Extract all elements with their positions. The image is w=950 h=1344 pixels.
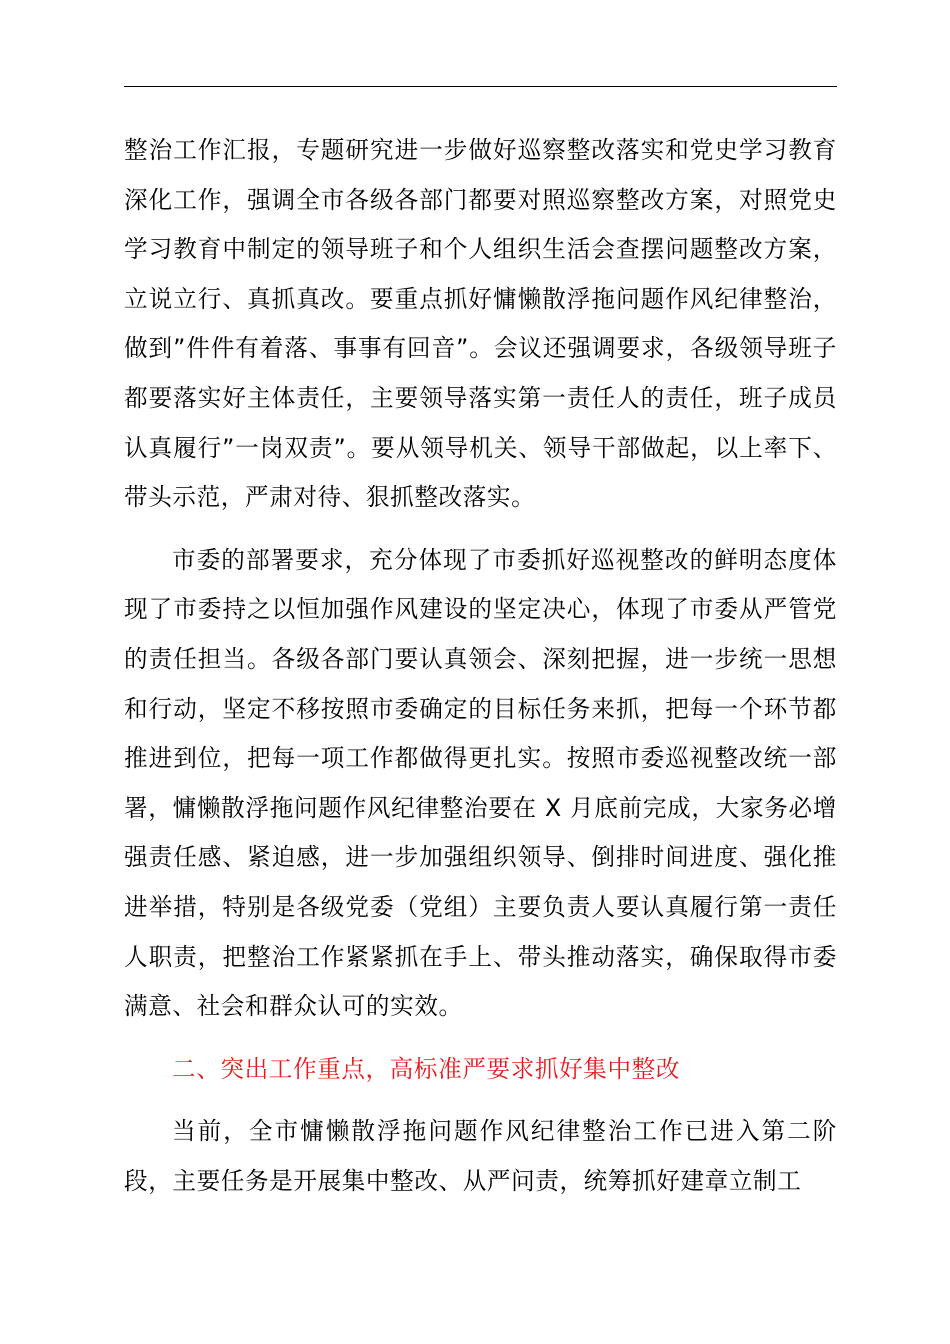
- paragraph-current-stage: 当前，全市慵懒散浮拖问题作风纪律整治工作已进入第二阶段，主要任务是开展集中整改、从严问责，统筹抓好建章立制工: [124, 1117, 837, 1195]
- document-body: [124, 126, 837, 1206]
- paragraph-continuation: 整治工作汇报，专题研究进一步做好巡察整改落实和党史学习教育深化工作，强调全市各级各部门都要对照巡察整改方案，对照党史学习教育中制定的领导班子和个人组织生活会查摆问题整改方案，立说立行、真抓真改。要重点抓好慵懒散浮拖问题作风纪律整治，做到”件件有着落、事事有回音”。会议还强调要求，各级领导班子都要落实好主体责任，主要领导落实第一责任人的责任，班子成员认真履行”一岗双责”。要从领导机关、领导干部做起，以上率下、带头示范，严肃对待、狠抓整改落实。: [124, 136, 837, 512]
- section-heading: 二、突出工作重点，高标准严要求抓好集中整改: [172, 1054, 681, 1083]
- paragraph-deployment-requirements: 市委的部署要求，充分体现了市委抓好巡视整改的鲜明态度体现了市委持之以恒加强作风建设的坚定决心，体现了市委从严管党的责任担当。各级各部门要认真领会、深刻把握，进一步统一思想和行动，坚定不移按照市委确定的目标任务来抓，把每一个环节都推进到位，把每一项工作都做得更扎实。按照市委巡视整改统一部署，慵懒散浮拖问题作风纪律整治要在 X 月底前完成，大家务必增强责任感、紧迫感，进一步加强组织领导、倒排时间进度、强化推进举措，特别是各级党委（党组）主要负责人要认真履行第一责任人职责，把整治工作紧紧抓在手上、带头推动落实，确保取得市委满意、社会和群众认可的实效。: [124, 545, 837, 1021]
- header-rule: [124, 86, 837, 87]
